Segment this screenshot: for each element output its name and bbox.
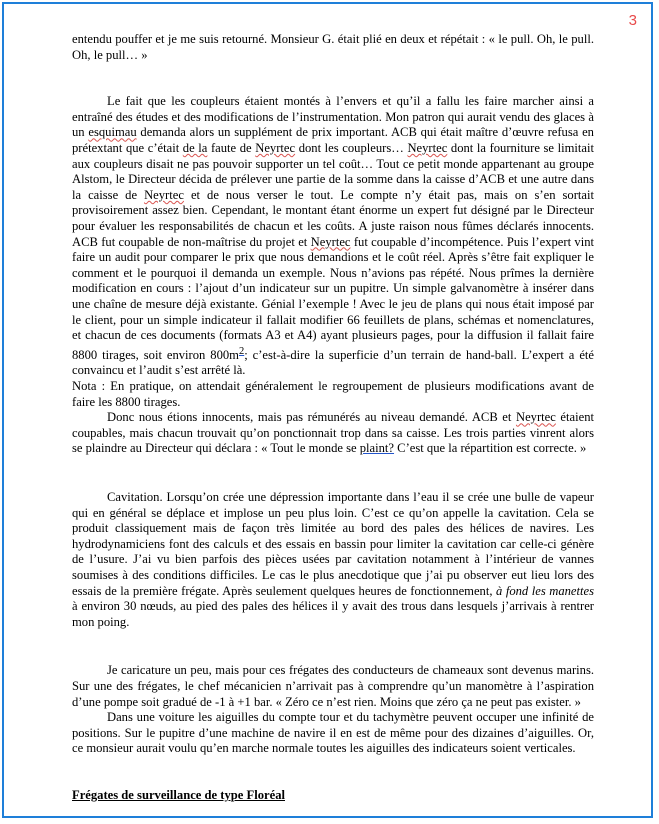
paragraph-innocents: Donc nous étions innocents, mais pas rémunérés au niveau demandé. ACB et Neyrtec étaient coupables, mais chacun trouvait qu’on ponctionnait trop dans sa caisse. Les trois parties vinrent alors se plaindre au Directeur qui déclara : « Tout le monde se plaint? C’est que la répartition est correcte. » xyxy=(72,410,594,456)
document-body xyxy=(72,32,594,804)
paragraph-nota: Nota : En pratique, on attendait généralement le regroupement de plusieurs modifications avant de faire les 8800 tirages. xyxy=(72,379,594,409)
spellcheck-word: esquimau xyxy=(88,125,137,140)
page-number: 3 xyxy=(628,12,637,29)
paragraph-cavitation: Cavitation. Lorsqu’on crée une dépression importante dans l’eau il se crée une bulle de vapeur qui en général se déplace et implose un peu plus loin. C’est ce qu’on appelle la cavitation. Cela se produit classiquement mais de façon très limitée au bord des pales des hélices de navires. Les hydrodynamiciens font des calculs et des essais en bassin pour limiter la cavitation car celle-ci génère de l’usure. J’ai vu bien parfois des pièces usées par cavitation notamment à l’intérieur de vannes soumises à des conditions difficiles. Le cas le plus anecdotique que j’ai pu observer eut lieu lors des essais de la première frégate. Après seulement quelques heures de fonctionnement, à fond les manettes à environ 30 nœuds, au pied des pales des hélices il y avait des trous dans lesquels j’arrivais à rentrer mon poing. xyxy=(72,490,595,629)
superscript-two: 2 xyxy=(238,345,245,357)
paragraph-coupleurs: Le fait que les coupleurs étaient montés à l’envers et qu’il a fallu les faire marcher ainsi a entraîné des études et des modifications de l’instrumentation. Mon patron qui aurait vendu des glaces à un esquimau demanda alors un supplément de prix important. ACB qui était maître d’œuvre refusa en prétextant que c’était de la faute de Neyrtec dont les coupleurs… Neyrtec dont la fourniture se limitait aux coupleurs disait ne pas pouvoir supporter un tel coût… Tout ce petit monde appartenant au groupe Alstom, le Directeur décida de prélever une partie de la somme dans la caisse d’ACB et une autre dans la caisse de Neyrtec et de nous verser le tout. Le compte n’y était pas, mais on s’en sortait provisoirement assez bien. Cependant, le montant étant énorme un expert fut désigné par le Directeur pour évaluer les responsabilités de chacun et les coûts. A juste raison nous fûmes déclarés innocents. ACB fut coupable de non-maîtrise du projet et Neyrtec fut coupable d’incompétence. Puis l’expert vint faire un audit pour comparer le prix que nous demandions et le coût réel. Après s’être fait expliquer le comment et le pourquoi il demanda un exemple. Nous n’avions pas répété. Nous prîmes la dernière modification en cours : l’ajout d’un indicateur sur un pupitre. Un simple galvanomètre à insérer dans une chaîne de mesure déjà existante. Génial l’exemple ! Avec le jeu de plans qui nous était imposé par le client, pour un simple indicateur il fallait modifier 66 feuillets de plans, schémas et nomenclatures, et chacun de ces documents (formats A3 et A4) ayant plusieurs pages, pour la diffusion il fallait faire 8800 tirages, soit environ $800m^2$; c’est-à-dire la superficie d’un terrain de hand-ball. L’expert a été convaincu et l’audit s’est arrêté là. xyxy=(72,94,595,378)
section-heading: Frégates de surveillance de type Floréal xyxy=(72,787,285,802)
spellcheck-word: Neyrtec xyxy=(310,234,351,249)
grammar-mark: de la xyxy=(182,140,208,155)
spellcheck-word: Neyrtec xyxy=(144,187,184,202)
paragraph-caricature: Je caricature un peu, mais pour ces frégates des conducteurs de chameaux sont devenus marins. Sur une des frégates, le chef mécanicien n’arrivait pas à comprendre qu’un manomètre à l’aspiration d’une pompe soit gradué de -1 à +1 bar. « Zéro ce n’est rien. Moins que zéro ça ne peut pas exister. » xyxy=(72,663,594,709)
grammar-mark: plaint? xyxy=(359,441,395,456)
spellcheck-word: Neyrtec xyxy=(407,140,448,155)
spellcheck-word: Neyrtec xyxy=(515,410,556,425)
paragraph-pull: entendu pouffer et je me suis retourné. Monsieur G. était plié en deux et répétait : « le pull. Oh, le pull. Oh, le pull… » xyxy=(72,32,594,62)
spellcheck-word: Neyrtec xyxy=(255,140,296,155)
document-page xyxy=(2,2,653,818)
paragraph-aiguilles: Dans une voiture les aiguilles du compte tour et du tachymètre peuvent occuper une infinité de positions. Sur le pupitre d’une machine de navire il en est de même pour des dizaines d’aiguilles. Or, ce monsieur aurait voulu qu’en marche normale toutes les aiguilles des indicateurs soient verticales. xyxy=(72,710,594,756)
